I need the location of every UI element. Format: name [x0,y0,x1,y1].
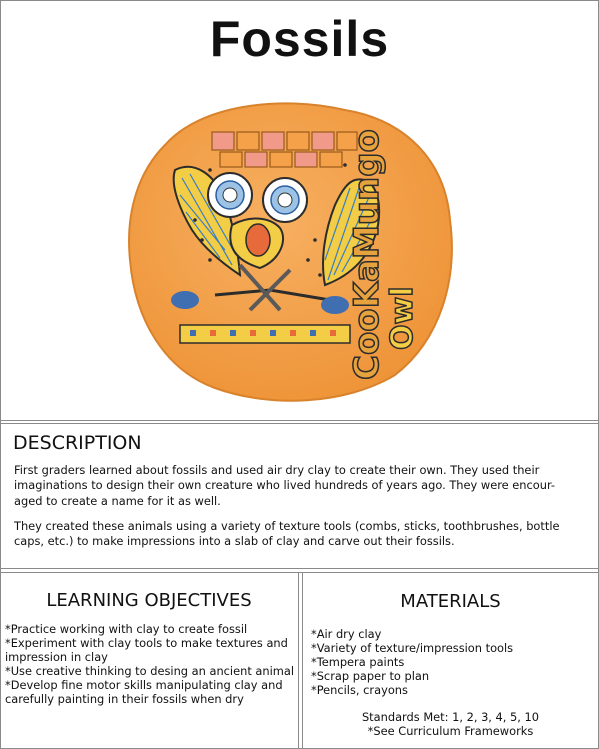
column-divider [298,572,299,749]
list-item: *Scrap paper to plan [311,669,430,683]
section-divider [0,572,599,573]
svg-text:CooKaMungo: CooKaMungo [347,129,387,380]
description-heading: DESCRIPTION [13,432,142,454]
svg-text:Owl: Owl [385,286,420,350]
list-item: *Variety of texture/impression tools [311,641,514,655]
section-divider [0,423,599,424]
list-item: *Tempera paints [311,655,405,669]
list-item: *Develop fine motor skills manipulating clay and carefully painting in their fossils when dry [5,678,283,706]
frameworks-note: *See Curriculum Frameworks [367,724,534,738]
page-title: Fossils [209,11,390,67]
list-item: *Experiment with clay tools to make textures and impression in clay [5,636,288,664]
clay-owl-fossil-image [120,90,460,410]
description-paragraph: First graders learned about fossils and used air dry clay to create their own. They used their imaginations to design their own creature who lived hundreds of years ago. They were encour-aged to create a name for it as well. [14,463,556,508]
standards-met [302,710,599,738]
list-item: *Use creative thinking to desing an ancient animal [5,664,295,678]
section-divider [0,420,599,421]
standards-text: Standards Met: 1, 2, 3, 4, 5, 10 [361,710,540,724]
list-item: *Practice working with clay to create fossil [5,622,248,636]
materials-heading: MATERIALS [400,591,501,612]
list-item: *Pencils, crayons [311,683,408,697]
list-item: *Air dry clay [311,627,382,641]
materials-list [311,627,591,697]
section-divider [0,568,599,569]
description-paragraph: They created these animals using a variety of texture tools (combs, sticks, toothbrushes, bottle caps, etc.) to make impressions into a slab of clay and carve out their fossils. [14,519,560,549]
learning-objectives-list [5,622,295,706]
learning-objectives-heading: LEARNING OBJECTIVES [46,590,252,611]
